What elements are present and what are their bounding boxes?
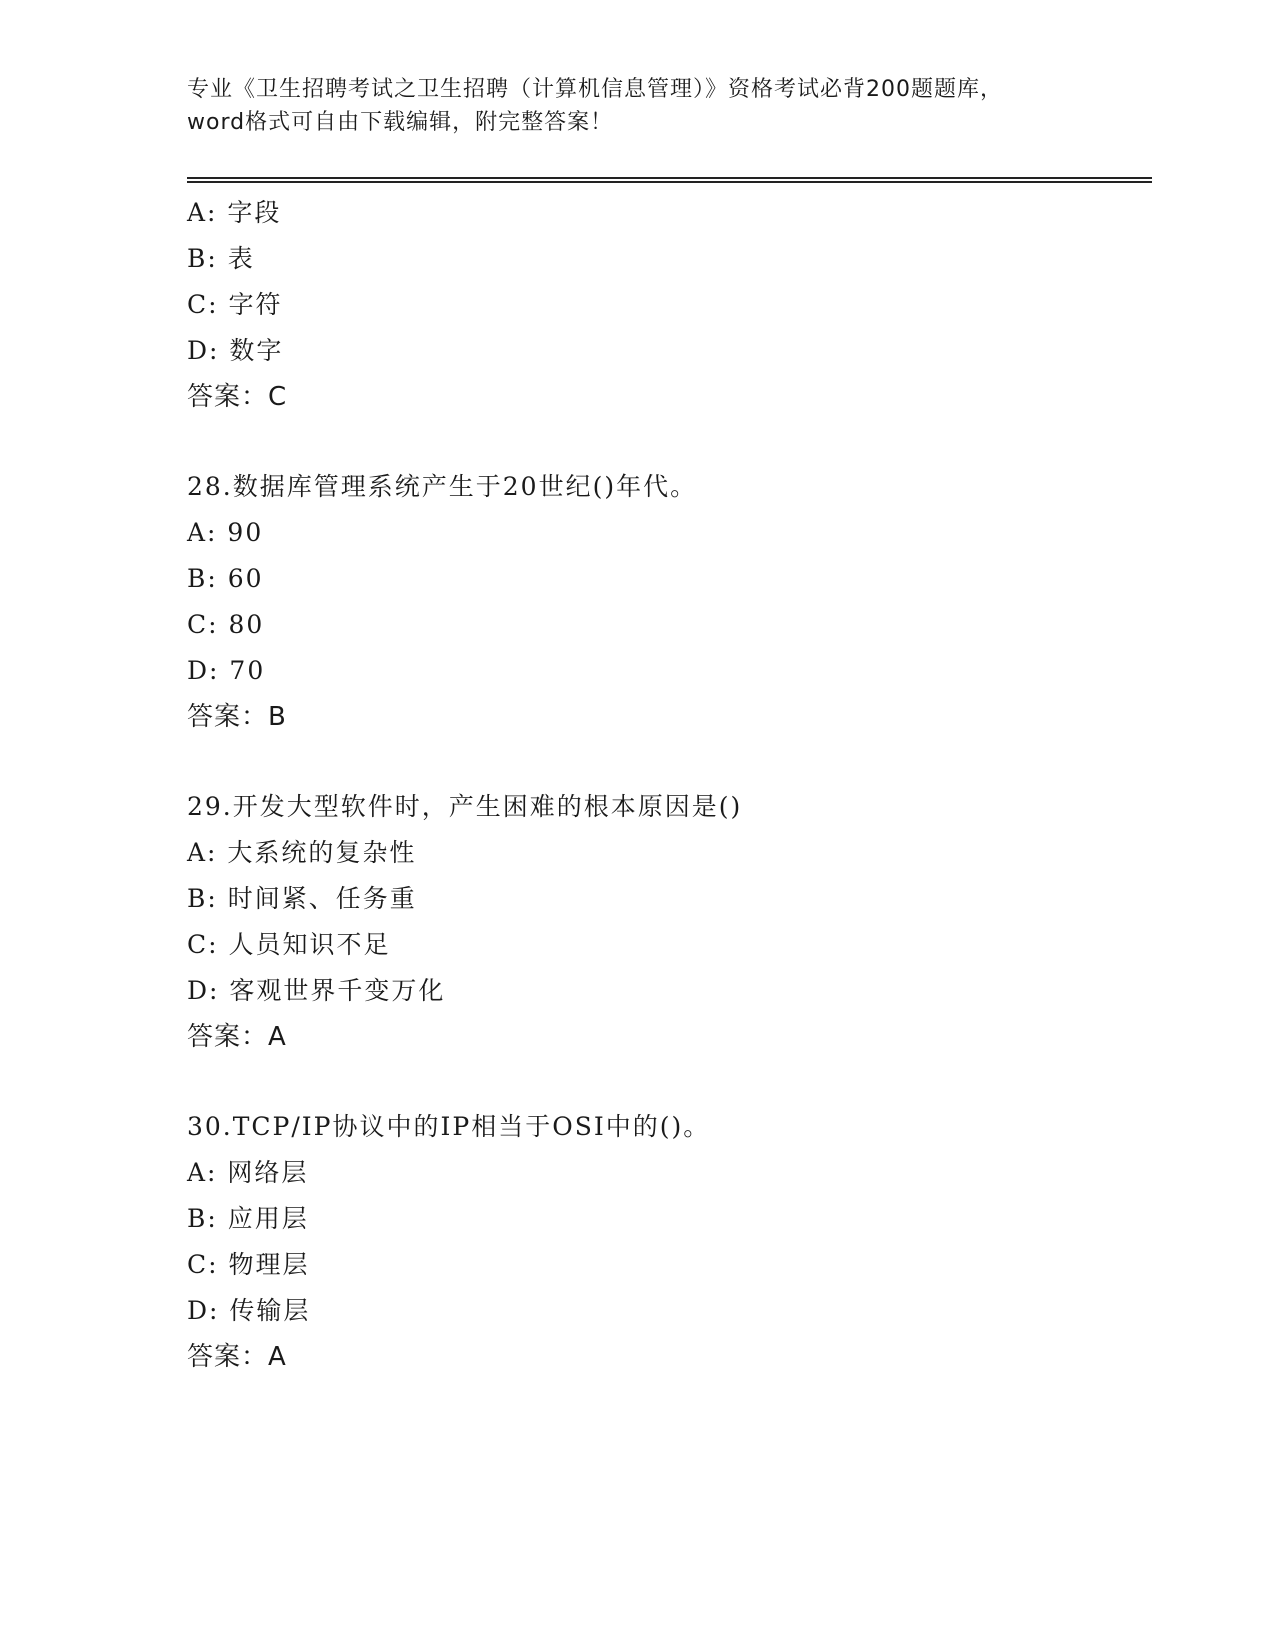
header-divider-top [187,177,1152,179]
answer-text: 答案：A [187,1022,287,1052]
option-a: A: 字段 [187,198,282,227]
option-d: D: 传输层 [187,1296,311,1325]
option-a: A: 大系统的复杂性 [187,838,417,867]
answer-text: 答案：A [187,1342,287,1372]
answer-text: 答案：C [187,382,288,412]
option-c: C: 字符 [187,290,283,319]
question-list [187,190,1147,1380]
option-c: C: 物理层 [187,1250,310,1279]
header-divider-bottom [187,181,1152,183]
option-b: B: 60 [187,564,264,593]
answer-text: 答案：B [187,702,287,732]
option-b: B: 时间紧、任务重 [187,884,417,913]
option-c: C: 80 [187,610,265,639]
option-b: B: 应用层 [187,1204,309,1233]
question-stem: 28.数据库管理系统产生于20世纪()年代。 [187,472,698,501]
question-block [187,784,1147,1060]
question-stem: 30.TCP/IP协议中的IP相当于OSI中的()。 [187,1112,711,1141]
option-d: D: 70 [187,656,266,685]
option-c: C: 人员知识不足 [187,930,391,959]
option-d: D: 客观世界千变万化 [187,976,446,1005]
option-a: A: 90 [187,518,264,547]
question-block [187,190,1147,420]
question-block [187,1104,1147,1380]
option-b: B: 表 [187,244,255,273]
option-d: D: 数字 [187,336,284,365]
document-header [187,73,1087,139]
question-block [187,464,1147,740]
header-title-line-2: word格式可自由下载编辑，附完整答案！ [187,110,614,135]
option-a: A: 网络层 [187,1158,309,1187]
question-stem: 29.开发大型软件时，产生困难的根本原因是() [187,792,743,821]
header-title-line-1: 专业《卫生招聘考试之卫生招聘（计算机信息管理）》资格考试必背200题题库， [187,77,1003,102]
